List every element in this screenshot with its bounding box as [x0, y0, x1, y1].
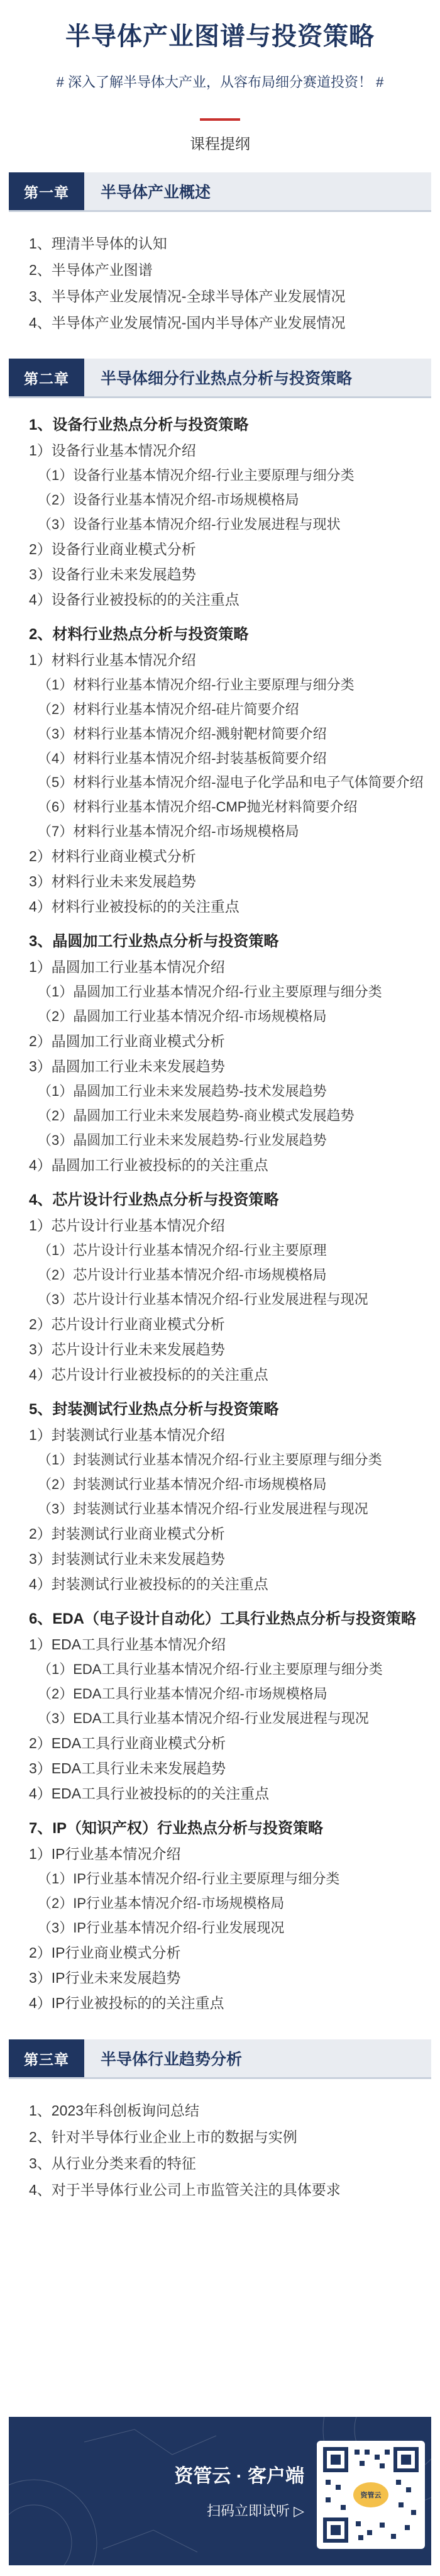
listen-now-link[interactable]: 扫码立即试听 ▷ — [206, 2503, 304, 2519]
outline-item: 2）芯片设计行业商业模式分析 — [29, 1316, 225, 1332]
title-divider — [200, 118, 240, 121]
outline-subitem: （6）材料行业基本情况介绍-CMP抛光材料简要介绍 — [38, 799, 358, 815]
outline-item: 3）材料行业未来发展趋势 — [29, 873, 196, 889]
outline-item: 1）材料行业基本情况介绍 — [29, 652, 196, 668]
list-item: 3、从行业分类来看的特征 — [29, 2155, 196, 2172]
outline-subitem: （3）材料行业基本情况介绍-溅射靶材简要介绍 — [38, 726, 327, 742]
outline-item: 2）设备行业商业模式分析 — [29, 541, 196, 557]
outline-subitem: （1）晶圆加工行业未来发展趋势-技术发展趋势 — [38, 1083, 327, 1099]
chapter-3 — [0, 2039, 440, 2203]
chapter-2-tag: 第二章 — [9, 359, 84, 396]
section — [29, 1397, 427, 1597]
page-subtitle: # 深入了解半导体大产业，从容布局细分赛道投资！ # — [56, 74, 384, 90]
page-title: 半导体产业图谱与投资策略 — [65, 23, 375, 50]
outline-item: 4）设备行业被投标的的关注重点 — [29, 591, 239, 608]
outline-item: 4）芯片设计行业被投标的的关注重点 — [29, 1366, 268, 1383]
section-title: 3、晶圆加工行业热点分析与投资策略 — [29, 933, 279, 950]
outline-subitem: （1）材料行业基本情况介绍-行业主要原理与细分类 — [38, 677, 355, 693]
chapter-3-tag: 第三章 — [9, 2039, 84, 2077]
outline-subitem: （7）材料行业基本情况介绍-市场规模格局 — [38, 823, 299, 839]
outline-item: 2）封装测试行业商业模式分析 — [29, 1525, 225, 1542]
outline-item: 4）封装测试行业被投标的的关注重点 — [29, 1576, 268, 1592]
outline-item: 2）EDA工具行业商业模式分析 — [29, 1735, 226, 1751]
outline-item: 4）EDA工具行业被投标的的关注重点 — [29, 1785, 270, 1802]
outline-subitem: （4）材料行业基本情况介绍-封装基板简要介绍 — [38, 750, 327, 766]
footer-banner[interactable] — [9, 2417, 431, 2565]
section — [29, 622, 427, 919]
list-item: 1、理清半导体的认知 — [29, 235, 167, 252]
outline-item: 1）晶圆加工行业基本情况介绍 — [29, 959, 225, 975]
list-item: 1、2023年科创板询问总结 — [29, 2102, 199, 2119]
footer-text — [160, 2463, 304, 2521]
footer-title: 资管云 · 客户端 — [174, 2466, 304, 2487]
outline-subitem: （2）芯片设计行业基本情况介绍-市场规模格局 — [38, 1267, 327, 1283]
outline-item: 4）材料行业被投标的的关注重点 — [29, 898, 239, 915]
chapter-2-sections — [0, 413, 440, 2016]
outline-item: 4）晶圆加工行业被投标的的关注重点 — [29, 1157, 268, 1173]
outline-item: 2）IP行业商业模式分析 — [29, 1944, 181, 1961]
chapter-1-list — [0, 230, 440, 336]
header — [0, 0, 440, 156]
section-title: 2、材料行业热点分析与投资策略 — [29, 626, 249, 643]
section — [29, 929, 427, 1178]
outline-item: 1）设备行业基本情况介绍 — [29, 442, 196, 459]
outline-item: 2）材料行业商业模式分析 — [29, 848, 196, 864]
outline-item: 1）EDA工具行业基本情况介绍 — [29, 1636, 226, 1653]
outline-subitem: （1）设备行业基本情况介绍-行业主要原理与细分类 — [38, 467, 355, 483]
outline-subitem: （2）晶圆加工行业未来发展趋势-商业模式发展趋势 — [38, 1108, 355, 1124]
outline-subitem: （1）IP行业基本情况介绍-行业主要原理与细分类 — [38, 1871, 340, 1887]
qr-code[interactable] — [317, 2441, 425, 2549]
chapter-2-title: 半导体细分行业热点分析与投资策略 — [101, 370, 353, 388]
outline-item: 2）晶圆加工行业商业模式分析 — [29, 1033, 225, 1049]
outline-subitem: （2）IP行业基本情况介绍-市场规模格局 — [38, 1895, 285, 1911]
chapter-1-title: 半导体产业概述 — [101, 184, 211, 201]
outline-subitem: （3）设备行业基本情况介绍-行业发展进程与现状 — [38, 516, 341, 532]
section — [29, 413, 427, 612]
outline-item: 3）晶圆加工行业未来发展趋势 — [29, 1058, 225, 1074]
outline-subitem: （1）晶圆加工行业基本情况介绍-行业主要原理与细分类 — [38, 984, 382, 1000]
outline-subitem: （1）封装测试行业基本情况介绍-行业主要原理与细分类 — [38, 1452, 382, 1468]
section — [29, 1816, 427, 2016]
section-title: 7、IP（知识产权）行业热点分析与投资策略 — [29, 1820, 324, 1837]
chapter-3-banner — [9, 2039, 431, 2077]
outline-item: 1）IP行业基本情况介绍 — [29, 1846, 181, 1862]
outline-subitem: （2）封装测试行业基本情况介绍-市场规模格局 — [38, 1476, 327, 1492]
outline-subitem: （2）EDA工具行业基本情况介绍-市场规模格局 — [38, 1686, 327, 1702]
chapter-1 — [0, 172, 440, 336]
outline-subitem: （5）材料行业基本情况介绍-湿电子化学品和电子气体简要介绍 — [38, 774, 424, 790]
section — [29, 1607, 427, 1806]
outline-heading: 课程提纲 — [190, 136, 250, 153]
section-title: 6、EDA（电子设计自动化）工具行业热点分析与投资策略 — [29, 1610, 417, 1627]
chapter-2-banner — [9, 359, 431, 396]
section — [29, 1188, 427, 1387]
outline-subitem: （3）晶圆加工行业未来发展趋势-行业发展趋势 — [38, 1132, 327, 1148]
outline-subitem: （1）芯片设计行业基本情况介绍-行业主要原理 — [38, 1242, 327, 1258]
list-item: 4、半导体产业发展情况-国内半导体产业发展情况 — [29, 315, 346, 331]
outline-item: 4）IP行业被投标的的关注重点 — [29, 1995, 224, 2011]
chapter-1-banner — [9, 172, 431, 210]
outline-item: 3）芯片设计行业未来发展趋势 — [29, 1341, 225, 1358]
chapter-3-title: 半导体行业趋势分析 — [101, 2051, 243, 2068]
outline-subitem: （2）晶圆加工行业基本情况介绍-市场规模格局 — [38, 1008, 327, 1024]
section-title: 4、芯片设计行业热点分析与投资策略 — [29, 1191, 279, 1208]
outline-subitem: （3）芯片设计行业基本情况介绍-行业发展进程与现况 — [38, 1291, 368, 1307]
chapter-1-tag: 第一章 — [9, 172, 84, 210]
outline-subitem: （3）封装测试行业基本情况介绍-行业发展进程与现况 — [38, 1501, 368, 1517]
outline-item: 3）封装测试行业未来发展趋势 — [29, 1551, 225, 1567]
outline-subitem: （2）材料行业基本情况介绍-硅片简要介绍 — [38, 701, 299, 717]
outline-item: 1）封装测试行业基本情况介绍 — [29, 1427, 225, 1443]
outline-subitem: （2）设备行业基本情况介绍-市场规模格局 — [38, 492, 299, 508]
outline-item: 3）设备行业未来发展趋势 — [29, 566, 196, 583]
list-item: 2、半导体产业图谱 — [29, 262, 153, 278]
section-title: 5、封装测试行业热点分析与投资策略 — [29, 1401, 279, 1418]
outline-item: 3）EDA工具行业未来发展趋势 — [29, 1760, 226, 1776]
chapter-3-list — [0, 2097, 440, 2203]
outline-subitem: （3）EDA工具行业基本情况介绍-行业发展进程与现况 — [38, 1710, 369, 1726]
list-item: 4、对于半导体行业公司上市监管关注的具体要求 — [29, 2182, 341, 2198]
qr-code-pattern — [323, 2447, 419, 2543]
outline-subitem: （3）IP行业基本情况介绍-行业发展现况 — [38, 1920, 285, 1936]
qr-logo: 资管云 — [353, 2482, 388, 2507]
section-title: 1、设备行业热点分析与投资策略 — [29, 416, 249, 433]
list-item: 3、半导体产业发展情况-全球半导体产业发展情况 — [29, 288, 346, 304]
chapter-2 — [0, 359, 440, 2016]
outline-subitem: （1）EDA工具行业基本情况介绍-行业主要原理与细分类 — [38, 1661, 383, 1677]
outline-item: 3）IP行业未来发展趋势 — [29, 1970, 181, 1986]
list-item: 2、针对半导体行业企业上市的数据与实例 — [29, 2129, 297, 2145]
outline-item: 1）芯片设计行业基本情况介绍 — [29, 1217, 225, 1234]
